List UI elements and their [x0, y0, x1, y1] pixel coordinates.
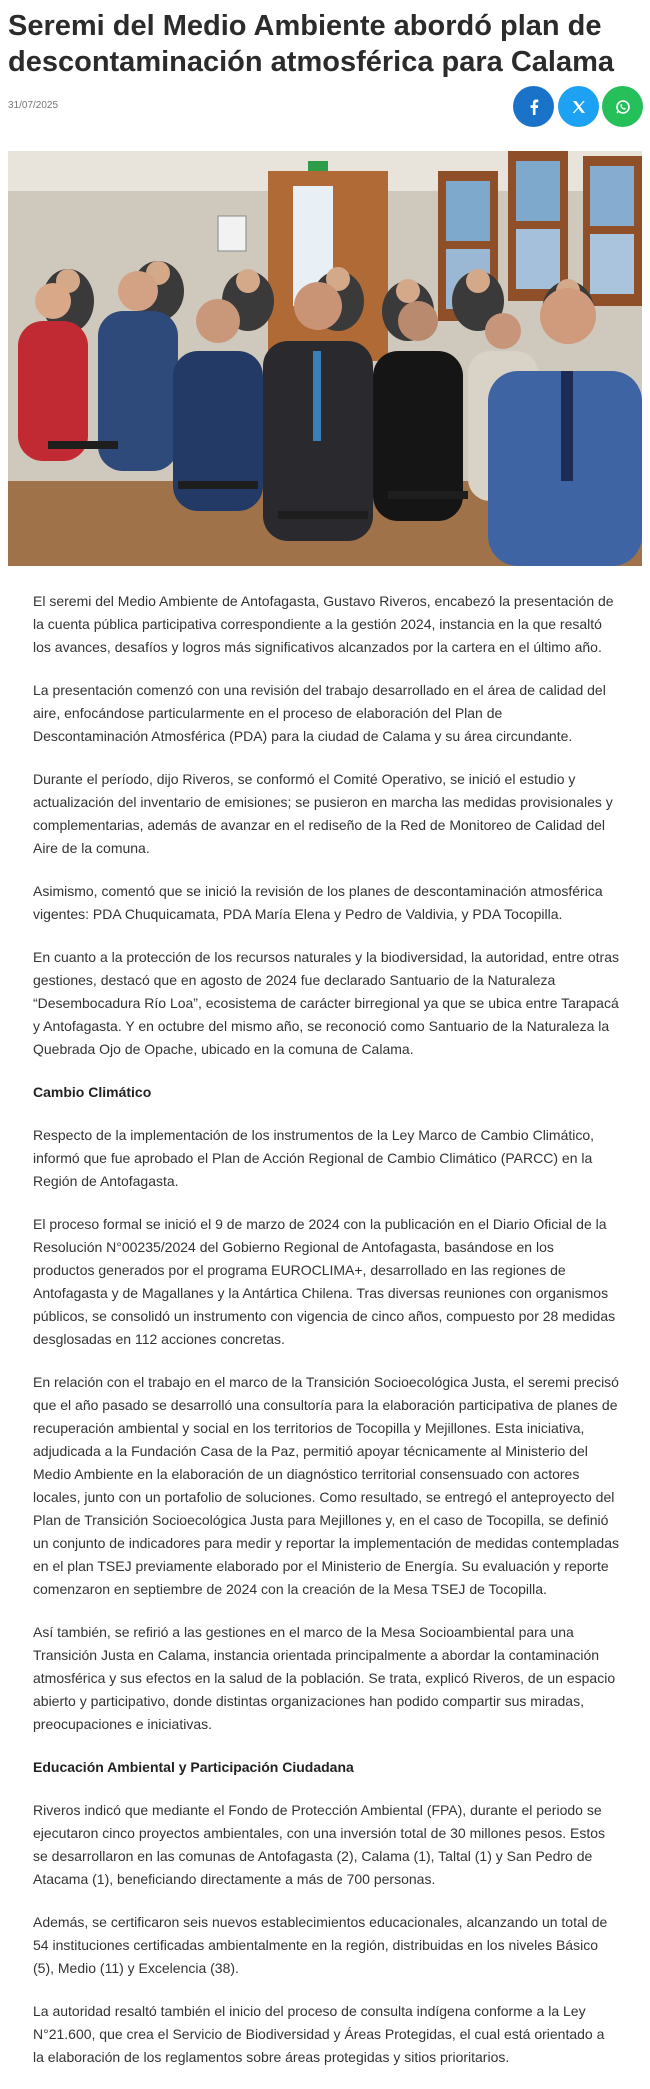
whatsapp-icon: [615, 99, 631, 115]
section-heading-education: Educación Ambiental y Participación Ciudadana: [33, 1759, 354, 1775]
paragraph: Durante el período, dijo Riveros, se conformó el Comité Operativo, se inició el estudio y actualización del inventario de emisiones; se pusieron en marcha las medidas provisionales y complementarias, además de avanzar en el rediseño de la Red de Monitoreo de Calidad del Aire de la comuna.: [33, 771, 613, 856]
paragraph: Además, se certificaron seis nuevos establecimientos educacionales, alcanzando un total de 54 instituciones certificadas ambientalmente en la región, distribuidas en los niveles Básico (5), Medio (11) y Excelencia (38).: [33, 1914, 608, 1976]
paragraph: En cuanto a la protección de los recursos naturales y la biodiversidad, la autoridad, entre otras gestiones, destacó que en agosto de 2024 fue declarado Santuario de la Naturaleza “Desembocadura Río Loa”, ecosistema de carácter birregional ya que se ubica entre Tarapacá y Antofagasta. Y en octubre del mismo año, se reconoció como Santuario de la Naturaleza la Quebrada Ojo de Opache, ubicado en la comuna de Calama.: [33, 949, 620, 1057]
paragraph: La presentación comenzó con una revisión del trabajo desarrollado en el área de calidad del aire, enfocándose particularmente en el proceso de elaboración del Plan de Descontaminación Atmosférica (PDA) para la ciudad de Calama y su área circundante.: [33, 682, 606, 744]
paragraph: El seremi del Medio Ambiente de Antofagasta, Gustavo Riveros, encabezó la presentación de la cuenta pública participativa correspondiente a la gestión 2024, instancia en la que resaltó los avances, desafíos y logros más significativos alcanzados por la cartera en el último año.: [33, 593, 614, 655]
facebook-icon: [529, 99, 539, 115]
share-x-button[interactable]: [558, 86, 599, 127]
article-body: [33, 590, 619, 2089]
x-icon: [572, 100, 586, 114]
paragraph: En relación con el trabajo en el marco de la Transición Socioecológica Justa, el seremi precisó que el año pasado se desarrolló una consultoría para la elaboración participativa de planes de recuperación ambiental y social en los territorios de Tocopilla y Mejillones. Esta iniciativa, adjudicada a la Fundación Casa de la Paz, permitió apoyar técnicamente al Ministerio del Medio Ambiente en la elaboración de un diagnóstico territorial consensuado con actores locales, junto con un portafolio de soluciones. Como resultado, se entregó el anteproyecto del Plan de Transición Socioecológica Justa para Mejillones y, en el caso de Tocopilla, se definió un conjunto de indicadores para medir y reportar la implementación de medidas contempladas en el plan TSEJ previamente elaborado por el Ministerio de Energía. Su evaluación y reporte comenzaron en septiembre de 2024 con la creación de la Mesa TSEJ de Tocopilla.: [33, 1374, 619, 1597]
event-audience-image: [8, 151, 642, 566]
paragraph: Riveros indicó que mediante el Fondo de Protección Ambiental (FPA), durante el periodo se ejecutaron cinco proyectos ambientales, con una inversión total de 30 millones pesos. Estos se desarrollaron en las comunas de Antofagasta (2), Calama (1), Taltal (1) y San Pedro de Atacama (1), beneficiando directamente a más de 700 personas.: [33, 1802, 605, 1887]
article-photo: [8, 151, 642, 566]
paragraph: La autoridad resaltó también el inicio del proceso de consulta indígena conforme a la Ley N°21.600, que crea el Servicio de Biodiversidad y Áreas Protegidas, el cual está orientado a la elaboración de los reglamentos sobre áreas protegidas y sitios prioritarios.: [33, 2003, 605, 2065]
paragraph: Asimismo, comentó que se inició la revisión de los planes de descontaminación atmosférica vigentes: PDA Chuquicamata, PDA María Elena y Pedro de Valdivia, y PDA Tocopilla.: [33, 883, 603, 922]
article-title: Seremi del Medio Ambiente abordó plan de descontaminación atmosférica para Calama: [8, 10, 615, 78]
share-facebook-button[interactable]: [513, 86, 554, 127]
section-heading-climate: Cambio Climático: [33, 1084, 152, 1100]
paragraph: Respecto de la implementación de los instrumentos de la Ley Marco de Cambio Climático, informó que fue aprobado el Plan de Acción Regional de Cambio Climático (PARCC) en la Región de Antofagasta.: [33, 1127, 595, 1189]
paragraph: El proceso formal se inició el 9 de marzo de 2024 con la publicación en el Diario Oficial de la Resolución N°00235/2024 del Gobierno Regional de Antofagasta, basándose en los productos generados por el programa EUROCLIMA+, desarrollado en las regiones de Antofagasta y de Magallanes y la Antártica Chilena. Tras diversas reuniones con organismos públicos, se consolidó un instrumento con vigencia de cinco años, compuesto por 28 medidas desglosadas en 112 acciones concretas.: [33, 1216, 616, 1347]
paragraph: Así también, se refirió a las gestiones en el marco de la Mesa Socioambiental para una Transición Justa en Calama, instancia orientada principalmente a abordar la contaminación atmosférica y sus efectos en la salud de la población. Se trata, explicó Riveros, de un espacio abierto y participativo, donde distintas organizaciones han podido compartir sus miradas, preocupaciones e iniciativas.: [33, 1624, 616, 1732]
share-whatsapp-button[interactable]: [602, 86, 643, 127]
publish-date: 31/07/2025: [8, 100, 59, 111]
